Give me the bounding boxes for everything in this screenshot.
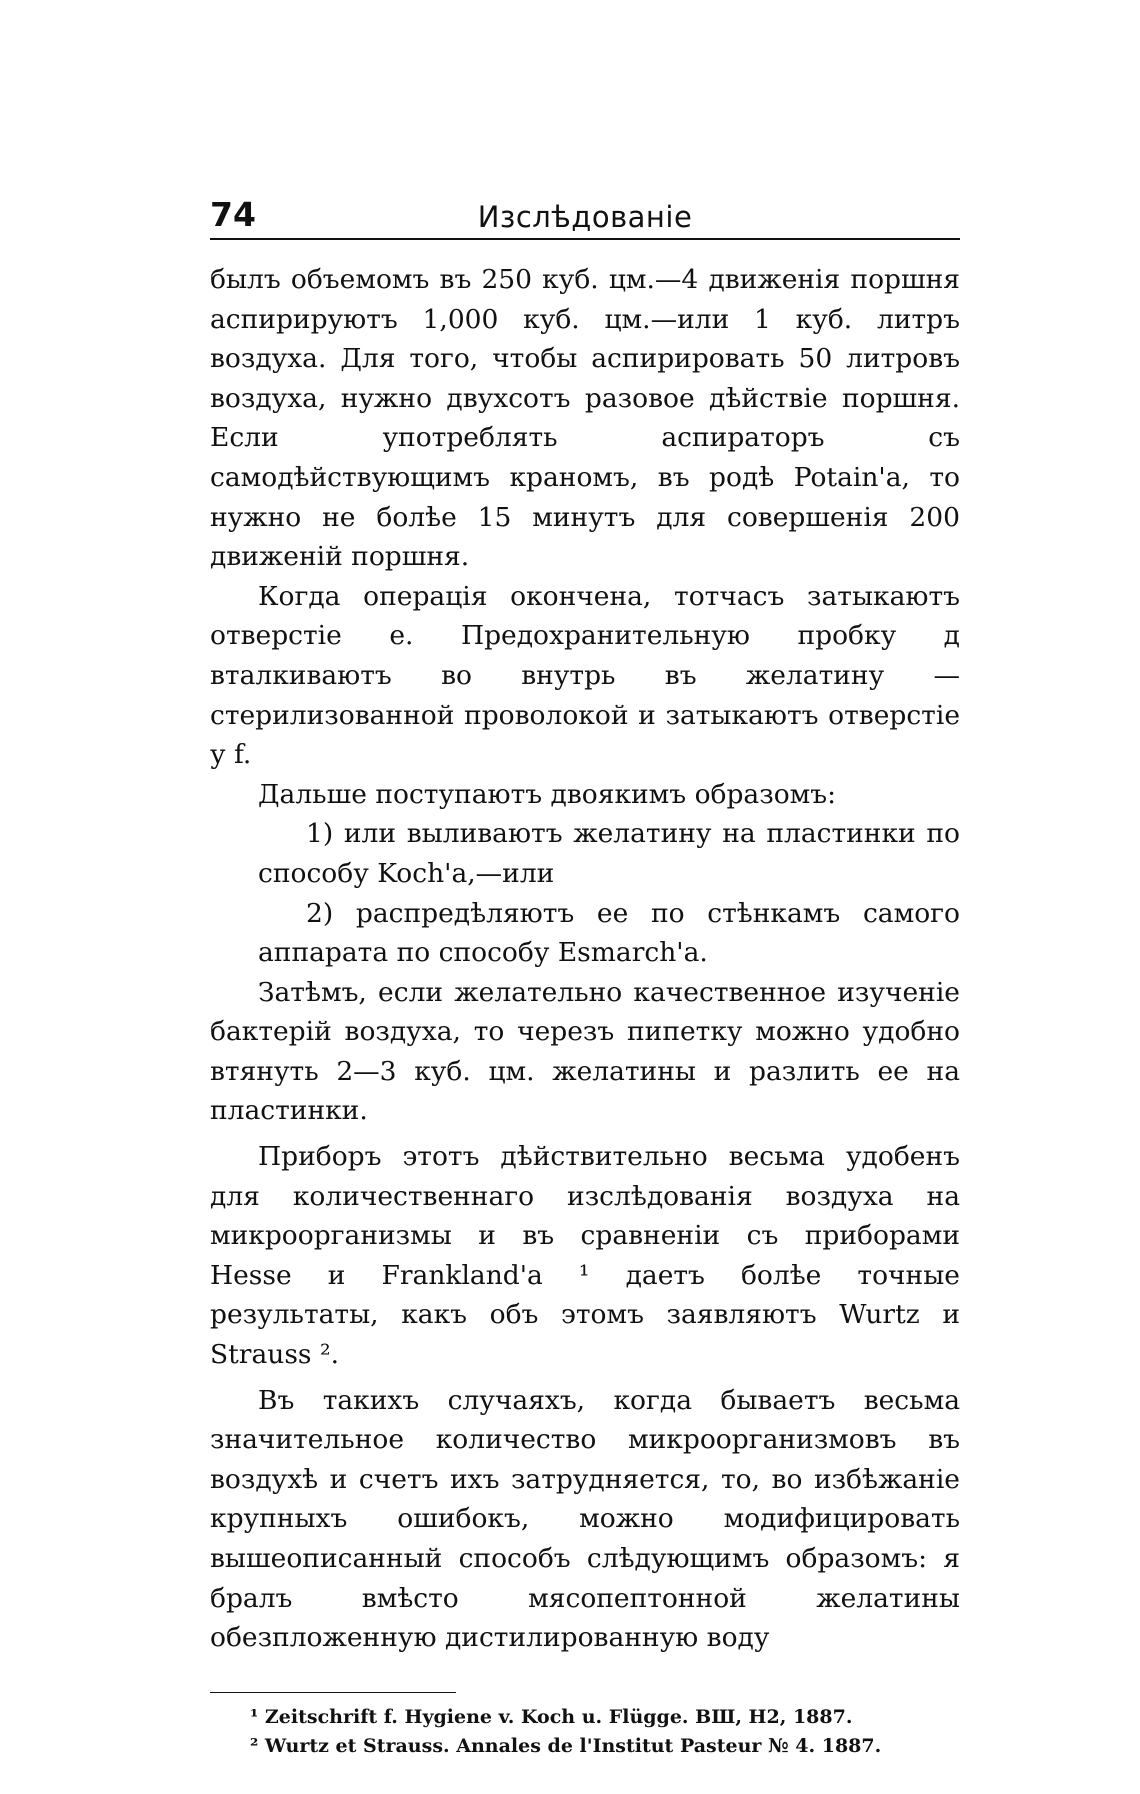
paragraph-5: Приборъ этотъ дѣйствительно весьма удобенъ для количественнаго изслѣдованія воздуха на микроорганизмы и въ сравненіи съ приборами Hesse и Frankland'а ¹ даетъ болѣе точные результаты, какъ объ этомъ заявляютъ Wurtz и Strauss ². bbox=[210, 1141, 960, 1371]
list-item-1: 1) или выливаютъ желатину на пластинки по способу Koch'а,—или bbox=[258, 818, 960, 889]
paragraph-2: Когда операція окончена, тотчасъ затыкаютъ отверстіе е. Предохранительную пробку д вталкиваютъ во внутрь въ желатину — стерилизованной проволокой и затыкаютъ отверстіе у f. bbox=[210, 580, 960, 771]
paragraph-4: Затѣмъ, если желательно качественное изученіе бактерій воздуха, то черезъ пипетку можно удобно втянуть 2—3 куб. цм. желатины и разлить ее на пластинки. bbox=[210, 976, 960, 1127]
body-text bbox=[210, 260, 960, 1658]
footnote-2: ² Wurtz et Strauss. Annales de l'Institut Pasteur № 4. 1887. bbox=[250, 1734, 882, 1757]
footnote-1: ¹ Zeitschrift f. Hygiene v. Koch u. Flügge. ВШ, H2, 1887. bbox=[250, 1705, 853, 1728]
footnote-divider bbox=[210, 1692, 456, 1693]
page-number: 74 bbox=[210, 195, 256, 234]
paragraph-1: былъ объемомъ въ 250 куб. цм.—4 движенія поршня аспирируютъ 1,000 куб. цм.—или 1 куб. литръ воздуха. Для того, чтобы аспирировать 50 литровъ воздуха, нужно двухсотъ разовое дѣйствіе поршня. Если употреблять аспираторъ съ самодѣйствующимъ краномъ, въ родѣ Potain'а, то нужно не болѣе 15 минутъ для совершенія 200 движеній поршня. bbox=[210, 264, 960, 573]
list-item-2: 2) распредѣляютъ ее по стѣнкамъ самого аппарата по способу Esmarch'а. bbox=[258, 897, 960, 969]
running-head bbox=[210, 196, 960, 240]
book-page bbox=[210, 196, 960, 1761]
paragraph-3: Дальше поступаютъ двоякимъ образомъ: bbox=[258, 778, 837, 810]
running-title: Изслѣдованіе bbox=[477, 200, 693, 234]
paragraph-6: Въ такихъ случаяхъ, когда бываетъ весьма значительное количество микроорганизмовъ въ воздухѣ и счетъ ихъ затрудняется, то, во избѣжаніе крупныхъ ошибокъ, можно модифицировать вышеописанный способъ слѣдующимъ образомъ: я бралъ вмѣсто мясопептонной желатины обезпложенную дистилированную воду bbox=[210, 1384, 960, 1654]
footnotes bbox=[210, 1703, 960, 1761]
